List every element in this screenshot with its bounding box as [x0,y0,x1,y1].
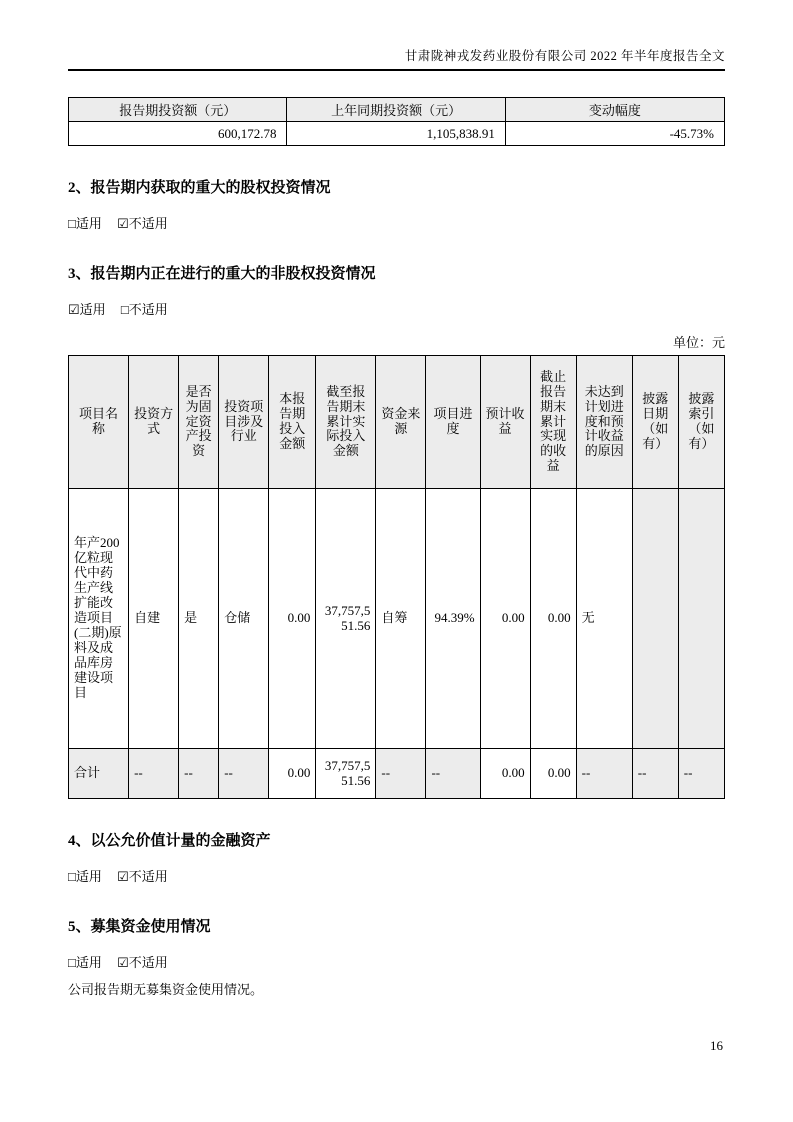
checkbox-not-applicable: ☑不适用 [117,869,168,884]
summary-header-cell: 报告期投资额（元） [69,98,287,122]
cell-disclosure-date [632,489,678,749]
cell-delay-reason: -- [576,749,632,799]
col-header-cumulative-amount: 截至报告期末累计实际投入金额 [316,356,376,489]
summary-value-cell: -45.73% [505,122,724,146]
section-5-applicability [68,952,725,971]
table-row-project [69,489,725,749]
col-header-disclosure-index: 披露索引（如有） [678,356,724,489]
cell-investment-method: 自建 [129,489,179,749]
cell-fund-source: 自筹 [376,489,426,749]
cell-disclosure-date: -- [632,749,678,799]
unit-label: 单位：元 [672,335,725,350]
section-2-applicability [68,213,725,232]
summary-value-row [69,122,725,146]
cell-expected-return: 0.00 [480,749,530,799]
checkbox-not-applicable: ☑不适用 [117,955,168,970]
cell-realized-return: 0.00 [530,489,576,749]
investment-summary-table [68,97,725,146]
cell-progress: -- [426,749,480,799]
cell-progress: 94.39% [426,489,480,749]
summary-value-cell: 1,105,838.91 [287,122,505,146]
cell-fixed-asset: 是 [179,489,219,749]
summary-value-cell: 600,172.78 [69,122,287,146]
cell-investment-method: -- [129,749,179,799]
cell-disclosure-index [678,489,724,749]
col-header-project-name: 项目名称 [69,356,129,489]
col-header-fund-source: 资金来源 [376,356,426,489]
document-header-title: 甘肃陇神戎发药业股份有限公司 2022 年半年度报告全文 [404,49,725,63]
cell-realized-return: 0.00 [530,749,576,799]
cell-period-amount: 0.00 [269,489,316,749]
table-row-total [69,749,725,799]
col-header-disclosure-date: 披露日期（如有） [632,356,678,489]
summary-header-row [69,98,725,122]
non-equity-investment-table [68,355,725,799]
cell-cumulative-amount: 37,757,551.56 [316,489,376,749]
col-header-progress: 项目进度 [426,356,480,489]
col-header-delay-reason: 未达到计划进度和预计收益的原因 [576,356,632,489]
checkbox-not-applicable: □不适用 [120,302,168,317]
cell-delay-reason: 无 [576,489,632,749]
cell-disclosure-index: -- [678,749,724,799]
col-header-realized-return: 截止报告期末累计实现的收益 [530,356,576,489]
checkbox-applicable: □适用 [68,955,102,970]
summary-header-cell: 上年同期投资额（元） [287,98,505,122]
col-header-expected-return: 预计收益 [480,356,530,489]
page-number: 16 [710,1038,723,1053]
section-3-title: 3、报告期内正在进行的重大的非股权投资情况 [68,266,376,282]
checkbox-applicable: □适用 [68,869,102,884]
detail-header-row [69,356,725,489]
cell-project-name: 年产200亿粒现代中药生产线扩能改造项目(二期)原料及成品库房建设项目 [69,489,129,749]
cell-fixed-asset: -- [179,749,219,799]
cell-fund-source: -- [376,749,426,799]
section-4-applicability [68,866,725,885]
col-header-investment-method: 投资方式 [129,356,179,489]
checkbox-applicable: ☑适用 [68,302,106,317]
col-header-industry: 投资项目涉及行业 [219,356,269,489]
cell-expected-return: 0.00 [480,489,530,749]
checkbox-not-applicable: ☑不适用 [117,216,168,231]
section-4-title: 4、以公允价值计量的金融资产 [68,833,271,849]
checkbox-applicable: □适用 [68,216,102,231]
cell-cumulative-amount: 37,757,551.56 [316,749,376,799]
col-header-period-amount: 本报告期投入金额 [269,356,316,489]
cell-industry: 仓储 [219,489,269,749]
section-3-applicability [68,299,725,318]
col-header-fixed-asset: 是否为固定资产投资 [179,356,219,489]
section-5-title: 5、募集资金使用情况 [68,919,211,935]
section-5-note: 公司报告期无募集资金使用情况。 [68,982,264,997]
section-2-title: 2、报告期内获取的重大的股权投资情况 [68,180,331,196]
cell-period-amount: 0.00 [269,749,316,799]
summary-header-cell: 变动幅度 [505,98,724,122]
cell-total-label: 合计 [69,749,129,799]
cell-industry: -- [219,749,269,799]
header-rule [68,69,725,71]
